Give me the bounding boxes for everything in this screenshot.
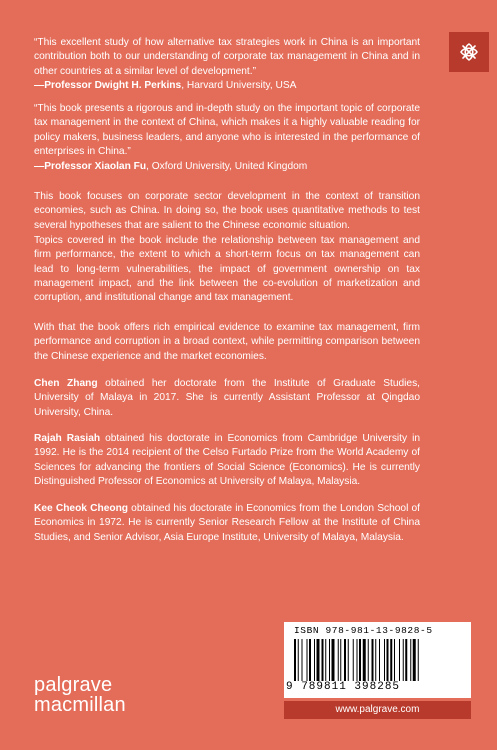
description-paragraph-2: Topics covered in the book include the relationship between tax management and firm performance, the extent to which a short-term focus on tax management can lead to long-term vulnerabilities, the impact of government ownership on tax management impact, and the link between the co-evolution of marketization and corruption, and institutional change and tax management. xyxy=(34,235,420,304)
quote-2-attribution xyxy=(34,160,420,174)
publisher-logo xyxy=(34,675,126,715)
publisher-name-line1: palgrave xyxy=(34,674,113,696)
author-1-name: Chen Zhang xyxy=(34,378,98,389)
quote-1-text: “This excellent study of how alternative tax strategies work in China is an important contribution both to our understanding of corporate tax management in China and in other countries at a similar level of development.” xyxy=(34,37,420,77)
barcode-box xyxy=(284,622,471,698)
website-link[interactable]: www.palgrave.com xyxy=(284,701,471,719)
description-paragraph-1: This book focuses on corporate sector development in the context of transition economies, such as China. In doing so, the book uses quantitative methods to test several hypotheses that are salient to the Chinese economic situation. xyxy=(34,191,420,231)
quote-2-text: “This book presents a rigorous and in-depth study on the important topic of corporate tax management in the context of China, which makes it a highly valuable reading for policy makers, business leaders, and anyone who is interested in the performance of enterprises in China.” xyxy=(34,103,420,157)
springer-horse-icon xyxy=(449,32,489,72)
author-bio-1 xyxy=(34,377,420,420)
springer-logo-icon xyxy=(449,32,489,72)
quote-2-author: —Professor Xiaolan Fu xyxy=(34,161,147,172)
quote-1-affiliation: , Harvard University, USA xyxy=(181,80,297,91)
quote-1-attribution xyxy=(34,79,420,93)
author-3-bio: obtained his doctorate in Economics from the London School of Economics in 1972. He is currently Senior Research Fellow at the Institute of China Studies, and Senior Advisor, Asia Europe Institute, University of Malaya, Malaysia. xyxy=(34,503,420,543)
quote-2-affiliation: , Oxford University, United Kingdom xyxy=(146,161,308,172)
quote-1-author: —Professor Dwight H. Perkins xyxy=(34,80,182,91)
author-bio-2 xyxy=(34,432,420,489)
author-3-name: Kee Cheok Cheong xyxy=(34,503,129,514)
author-1-bio: obtained her doctorate from the Institute of Graduate Studies, University of Malaya in 2017. She is currently Assistant Professor at Qingdao University, China. xyxy=(34,378,421,418)
author-bio-3 xyxy=(34,502,420,545)
author-2-name: Rajah Rasiah xyxy=(34,433,101,444)
barcode-icon xyxy=(294,639,462,681)
description-paragraph-3: With that the book offers rich empirical evidence to examine tax management, firm performance and corruption in a broad context, while permitting comparison between the Chinese experience and the market economies. xyxy=(34,322,420,362)
barcode-digits: 9 789811 398285 xyxy=(286,681,401,693)
isbn-label: ISBN 978-981-13-9828-5 xyxy=(294,625,433,636)
publisher-name-line2: macmillan xyxy=(34,694,126,716)
author-2-bio: obtained his doctorate in Economics from Cambridge University in 1992. He is the 2014 recipient of the Celso Furtado Prize from the World Academy of Sciences for advancing the frontiers of Social Science (Economics). He is currently Distinguished Professor of Economics at University of Malaya, Malaysia. xyxy=(34,433,420,487)
